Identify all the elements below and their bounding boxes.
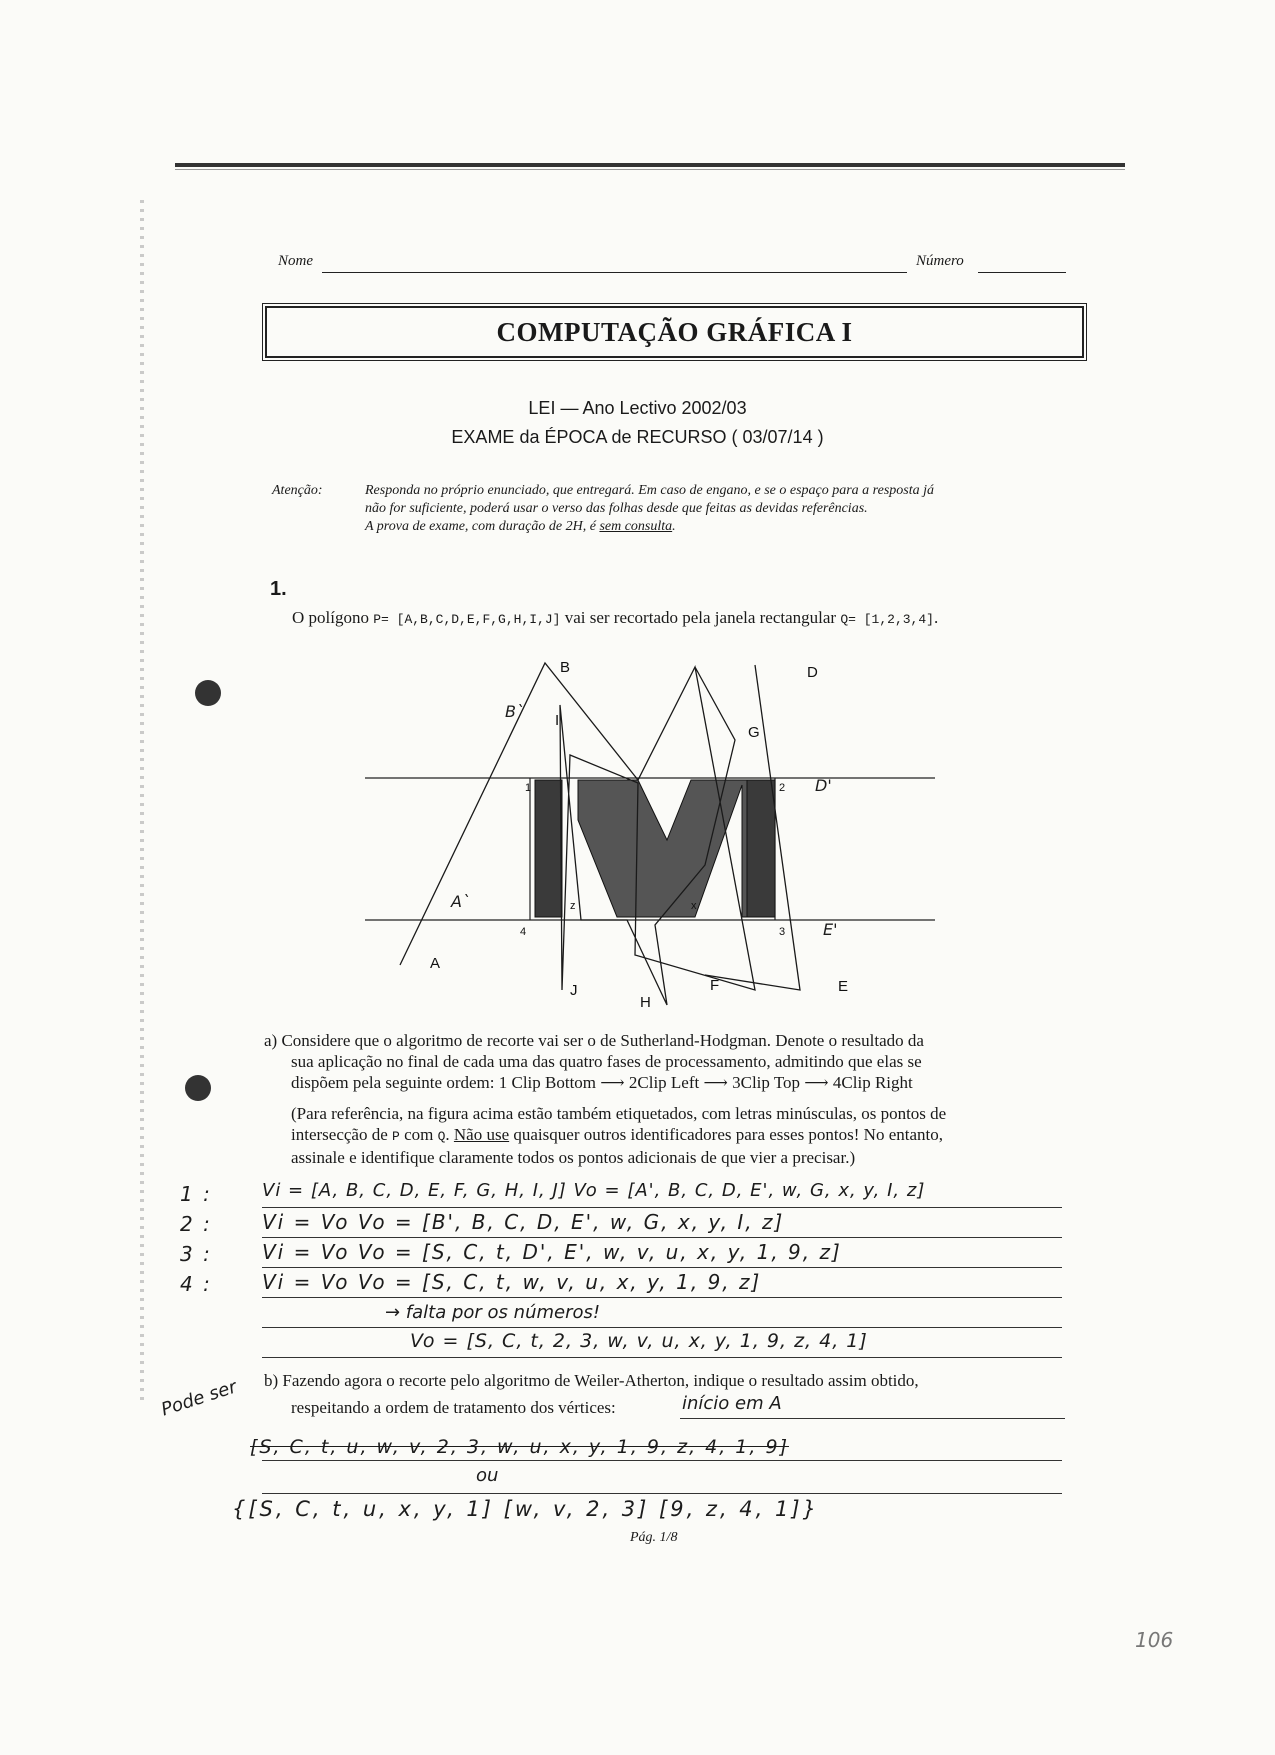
answer-line-1 — [262, 1207, 1062, 1208]
hw-step-1: 1 : — [180, 1182, 212, 1206]
top-rule-thin — [175, 169, 1125, 170]
answer-line-b3 — [262, 1493, 1062, 1494]
note2-mid: com — [399, 1125, 438, 1144]
punch-hole-top — [195, 680, 221, 706]
question-number: 1. — [270, 578, 287, 600]
scan-edge — [140, 200, 144, 1400]
hw-row-2: Vi = Vo Vo = [B', B, C, D, E', w, G, x, y, I, z] — [262, 1210, 785, 1234]
part-b-line-2: respeitando a ordem de tratamento dos vértices: — [291, 1398, 616, 1417]
part-a-text — [264, 1030, 1094, 1168]
label-x: x — [691, 900, 697, 912]
title-box — [265, 306, 1084, 358]
part-a-line-1: a) Considere que o algoritmo de recorte vai ser o de Sutherland-Hodgman. Denote o resultado da — [264, 1031, 924, 1050]
label-I: I — [555, 712, 560, 729]
nome-field[interactable] — [322, 254, 907, 273]
hw-or: ou — [476, 1465, 499, 1486]
answer-line-6 — [262, 1357, 1062, 1358]
question-1-text — [292, 607, 938, 630]
label-B: B — [560, 659, 571, 676]
note2-end: quaisquer outros identificadores para esses pontos! No entanto, — [509, 1125, 943, 1144]
label-window-3: 3 — [779, 926, 786, 938]
hw-label-B-prime: B` — [505, 702, 524, 721]
hw-step-4: 4 : — [180, 1272, 212, 1296]
numero-label: Número — [916, 253, 964, 269]
nome-label: Nome — [278, 253, 313, 269]
page-title: COMPUTAÇÃO GRÁFICA I — [496, 316, 853, 347]
punch-hole-bottom — [185, 1075, 211, 1101]
note2-post: . — [445, 1125, 454, 1144]
label-G: G — [748, 724, 760, 741]
attention-line-2: não for suficiente, poderá usar o verso das folhas desde que feitas as devidas referências. — [365, 501, 868, 516]
numero-field[interactable] — [978, 254, 1066, 273]
part-a-line-3: dispõem pela seguinte ordem: 1 Clip Bottom ⟶ 2Clip Left ⟶ 3Clip Top ⟶ 4Clip Right — [291, 1073, 913, 1092]
polygon-p: P= [A,B,C,D,E,F,G,H,I,J] — [373, 612, 561, 627]
answer-line-b2 — [262, 1460, 1062, 1461]
part-a-note-2 — [264, 1124, 1094, 1147]
note2-P: P — [392, 1129, 400, 1144]
label-D: D — [807, 664, 818, 681]
attention-line-3 — [365, 518, 1065, 536]
part-a-line-2: sua aplicação no final de cada uma das quatro fases de processamento, admitindo que elas se — [291, 1052, 922, 1071]
window-q: Q= [1,2,3,4] — [840, 612, 934, 627]
label-window-2: 2 — [779, 782, 786, 794]
label-A: A — [430, 955, 441, 972]
part-b-line-1: b) Fazendo agora o recorte pelo algoritmo de Weiler-Atherton, indique o resultado assim obtido, — [264, 1371, 919, 1390]
answer-line-3 — [262, 1267, 1062, 1268]
hw-start-note: início em A — [682, 1393, 782, 1414]
attention-line-3-end: . — [672, 519, 676, 534]
fill-middle — [578, 780, 753, 917]
label-H: H — [640, 994, 651, 1010]
hw-label-A-prime: A` — [451, 892, 470, 911]
answer-line-5 — [262, 1327, 1062, 1328]
hw-row-5: → falta por os números! — [385, 1302, 601, 1323]
corner-number: 106 — [1135, 1628, 1174, 1652]
top-rule — [175, 163, 1125, 167]
label-window-4: 4 — [520, 926, 527, 938]
nao-use: Não use — [453, 1125, 510, 1144]
subtitle-exam: EXAME da ÉPOCA de RECURSO ( 03/07/14 ) — [451, 427, 824, 447]
label-window-1: 1 — [525, 782, 532, 794]
hw-label-D-prime: D' — [815, 776, 832, 795]
note2-Q: Q — [437, 1129, 446, 1144]
q1-end: . — [933, 608, 939, 627]
hw-struck-answer: [S, C, t, u, w, v, 2, 3, w, u, x, y, 1, 9, z, 4, 1, 9] — [250, 1436, 789, 1458]
hw-label-E-prime: E' — [823, 920, 838, 939]
label-F: F — [710, 977, 720, 994]
label-E: E — [838, 978, 849, 995]
answer-line-b1 — [680, 1418, 1065, 1419]
label-z: z — [570, 900, 576, 912]
attention-line-1: Responda no próprio enunciado, que entregará. Em caso de engano, e se o espaço para a resposta já — [365, 483, 934, 498]
fill-right-bar — [747, 780, 775, 917]
hw-row-6: Vo = [S, C, t, 2, 3, w, v, u, x, y, 1, 9, z, 4, 1] — [410, 1330, 868, 1352]
attention-text — [365, 482, 1065, 536]
label-J: J — [570, 982, 578, 999]
fill-left-bar — [535, 780, 562, 917]
clipping-figure — [355, 655, 945, 1010]
hw-step-2: 2 : — [180, 1212, 212, 1236]
page-number: Pág. 1/8 — [630, 1530, 678, 1545]
hw-row-4: Vi = Vo Vo = [S, C, t, w, v, u, x, y, 1, 9, z] — [262, 1270, 762, 1294]
hw-margin-note: Pode ser — [158, 1376, 240, 1421]
hw-row-1: Vi = [A, B, C, D, E, F, G, H, I, J] Vo = [A', B, C, D, E', w, G, x, y, I, z] — [262, 1180, 926, 1201]
attention-label: Atenção: — [272, 483, 323, 498]
attention-line-3-text: A prova de exame, com duração de 2H, é — [365, 519, 600, 534]
hw-final-answer: {[S, C, t, u, x, y, 1] [w, v, 2, 3] [9, z, 4, 1]} — [232, 1497, 819, 1521]
q1-intro: O polígono — [292, 608, 374, 627]
subtitle-course: LEI — Ano Lectivo 2002/03 — [528, 398, 747, 418]
hw-row-3: Vi = Vo Vo = [S, C, t, D', E', w, v, u, x, y, 1, 9, z] — [262, 1240, 842, 1264]
answer-line-4 — [262, 1297, 1062, 1298]
sem-consulta: sem consulta — [599, 519, 673, 534]
clipped-fill — [535, 780, 775, 917]
part-a-note-3: assinale e identifique claramente todos os pontos adicionais de que vier a precisar.) — [291, 1148, 856, 1167]
hw-step-3: 3 : — [180, 1242, 212, 1266]
q1-mid: vai ser recortado pela janela rectangular — [560, 608, 841, 627]
answer-line-2 — [262, 1237, 1062, 1238]
note2-pre: intersecção de — [291, 1125, 392, 1144]
part-a-note-1: (Para referência, na figura acima estão também etiquetados, com letras minúsculas, os pontos de — [291, 1104, 947, 1123]
